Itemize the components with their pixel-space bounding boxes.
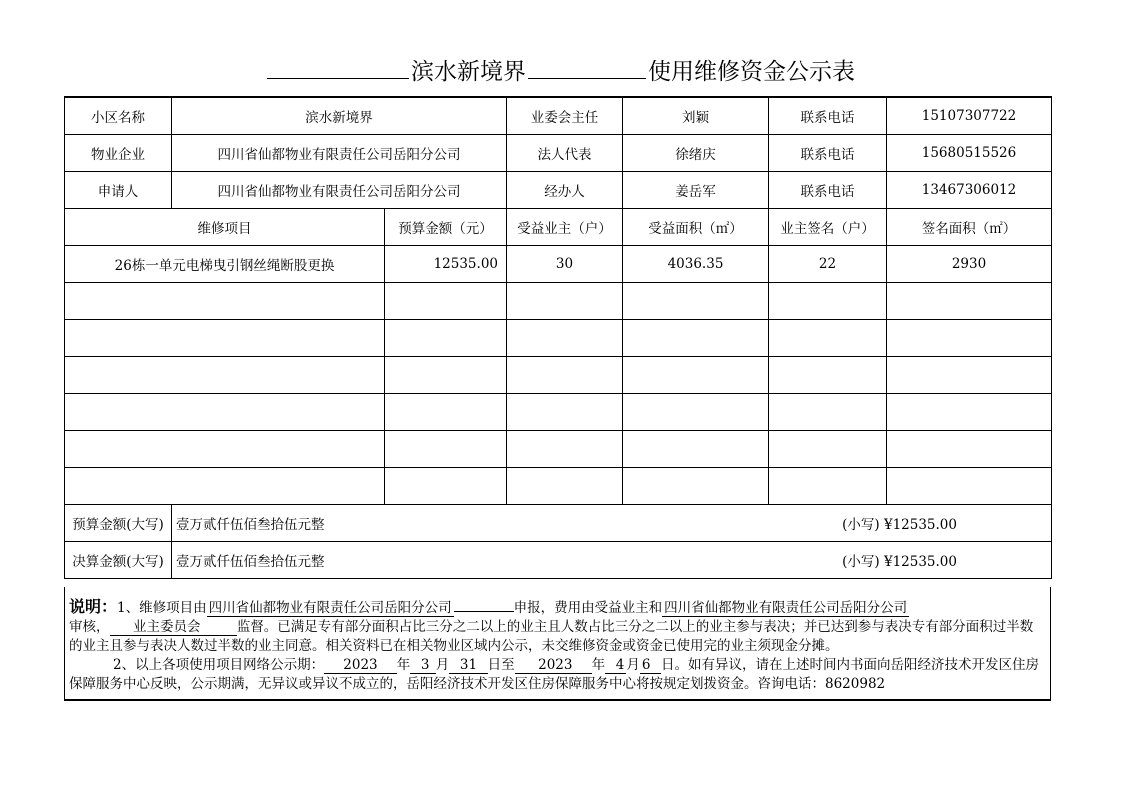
final-amount-row [65,542,1052,579]
notes-text: 月 [626,657,640,673]
supervisor-text: 业主委员会 [132,619,201,635]
end-day [640,657,661,674]
budget-amount-row [65,505,1052,542]
notes-text: 年 [396,657,411,673]
empty-row [65,283,1052,320]
final-label: 决算金额(大写) [65,542,172,579]
info-label: 物业企业 [65,135,172,172]
info-label: 申请人 [65,172,172,209]
info-value: 15680515526 [887,135,1052,172]
review-company: 四川省仙都物业有限责任公司岳阳分公司 [664,600,908,616]
info-label: 小区名称 [65,97,172,135]
info-value: 15107307722 [887,97,1052,135]
header-signed: 业主签名（户） [769,209,887,246]
info-label: 经办人 [507,172,623,209]
supervisor [110,619,237,636]
budget-small: (小写) ¥12535.00 [842,517,957,533]
budget-text: 壹万贰仟伍佰叁拾伍元整 [176,517,325,533]
info-value: 姜岳军 [623,172,769,209]
title-blank-2 [528,56,646,79]
info-value: 刘颖 [623,97,769,135]
notes-section [64,587,1051,701]
final-value [172,542,1052,579]
start-year-value: 2023 [343,657,378,673]
notes-text: 日至 [487,657,515,673]
info-row [65,97,1052,135]
info-value: 徐绪庆 [623,135,769,172]
blank-fill [454,598,514,612]
header-signed-area: 签名面积（㎡） [887,209,1052,246]
header-owners: 受益业主（户） [507,209,623,246]
project-owners: 30 [507,246,623,283]
notes-text: 月 [435,657,450,673]
notes-text: 。如有异议，请在上述时间内书面向岳阳经济技术开发区住房保障服务中心反映，公示期满，无异议或异议不成立的，岳阳经济技术开发区住房保障服务中心将按规定划拨资金。咨询电话：8620982 [69,657,1040,692]
project-item: 26栋一单元电梯曳引钢丝绳断股更换 [65,246,385,283]
info-value: 13467306012 [887,172,1052,209]
title-suffix: 使用维修资金公示表 [648,59,855,85]
end-day-value: 6 [641,657,651,673]
title-blank-1 [267,56,409,79]
project-header-row [65,209,1052,246]
info-label: 联系电话 [769,135,887,172]
info-value: 四川省仙都物业有限责任公司岳阳分公司 [172,172,507,209]
project-signed-area: 2930 [887,246,1052,283]
info-label: 联系电话 [769,172,887,209]
info-label: 法人代表 [507,135,623,172]
start-year [324,657,397,674]
notes-text: 监督。已满足专有部分面积占比三分之二以上的业主且人数占比三分之二以上的业主参与表决；并已达到参与表决专有部分面积过半数的业主且参与表决人数过半数的业主同意。相关资料已在相关物业区域内公示，未交维修资金或资金已使用完的业主须现金分摊。 [69,619,1034,654]
final-small: (小写) ¥12535.00 [842,554,957,570]
info-label: 联系电话 [769,97,887,135]
empty-row [65,320,1052,357]
empty-row [65,468,1052,505]
start-day-value: 31 [459,657,478,673]
end-year [515,657,592,674]
start-month [410,657,435,674]
header-budget: 预算金额（元） [385,209,507,246]
notes-text: 审核， [69,619,110,635]
end-month-value: 4 [615,657,625,673]
notes-text: 日 [661,657,675,673]
info-value: 滨水新境界 [172,97,507,135]
notes-text: 年 [591,657,606,673]
info-row [65,172,1052,209]
info-value: 四川省仙都物业有限责任公司岳阳分公司 [172,135,507,172]
project-row [65,246,1052,283]
applicant-company: 四川省仙都物业有限责任公司岳阳分公司 [208,600,452,616]
notes-text: 申报，费用由受益业主和 [513,600,663,616]
header-item: 维修项目 [65,209,385,246]
empty-row [65,431,1052,468]
header-area: 受益面积（㎡） [623,209,769,246]
project-budget: 12535.00 [385,246,507,283]
project-area: 4036.35 [623,246,769,283]
title-community: 滨水新境界 [411,59,526,85]
project-signed: 22 [769,246,887,283]
notes-head: 说明： [69,597,118,616]
notes-text: 2、以上各项使用项目网络公示期： [113,657,325,673]
end-year-value: 2023 [538,657,573,673]
final-text: 壹万贰仟伍佰叁拾伍元整 [176,554,325,570]
budget-value [172,505,1052,542]
page-title [0,56,1122,87]
end-month [605,657,626,674]
empty-row [65,394,1052,431]
empty-row [65,357,1052,394]
budget-label: 预算金额(大写) [65,505,172,542]
notes-text: 1、维修项目由 [117,600,207,616]
repair-fund-table [64,96,1052,579]
start-month-value: 3 [420,657,430,673]
start-day [449,657,487,674]
info-row [65,135,1052,172]
info-label: 业委会主任 [507,97,623,135]
